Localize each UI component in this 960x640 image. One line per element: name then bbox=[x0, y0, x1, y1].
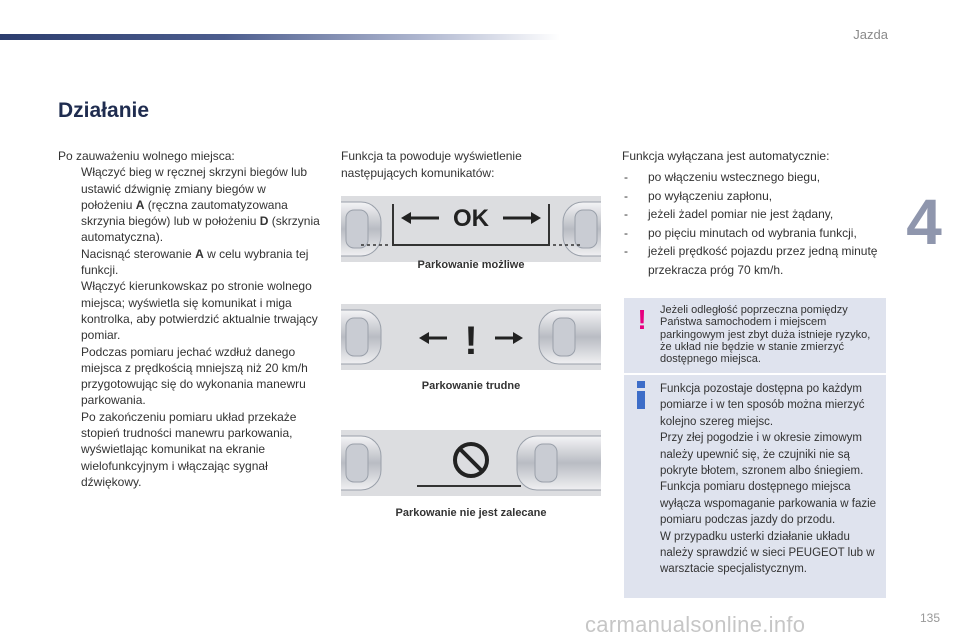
car-right bbox=[517, 436, 601, 490]
step-item: Podczas pomiaru jechać wzdłuż danego miejsca z prędkością mniejszą niż 20 km/h przygotowując się do wykonania manewru parkowania. bbox=[81, 344, 308, 408]
watermark: carmanualsonline.info bbox=[585, 612, 806, 637]
info-paragraph: Przy złej pogodzie i w okresie zimowym należy upewnić się, że czujniki nie są pokryte błotem, szronem albo śniegiem. bbox=[660, 432, 864, 478]
page-number: 135 bbox=[919, 611, 940, 625]
difficult-display: ! bbox=[464, 319, 478, 363]
chapter-number: 4 bbox=[906, 186, 942, 258]
auto-off-item: - jeżeli prędkość pojazdu przez jedną minutę przekracza próg 70 km/h. bbox=[624, 244, 878, 277]
steps-intro: Po zauważeniu wolnego miejsca: bbox=[58, 149, 235, 163]
info-box bbox=[624, 375, 886, 598]
info-paragraph: Funkcja pozostaje dostępna po każdym pomiarze i w ten sposób można mierzyć kolejno szereg miejsc. bbox=[660, 383, 865, 428]
caption-parking-not-recommended: Parkowanie nie jest zalecane bbox=[395, 507, 547, 519]
page-title: Działanie bbox=[58, 99, 150, 122]
info-paragraph: W przypadku usterki działanie układu należy sprawdzić w sieci PEUGEOT lub w warsztacie specjalistycznym. bbox=[660, 530, 875, 576]
car-right bbox=[563, 202, 601, 256]
step-item: Nacisnąć sterowanie A w celu wybrania tej funkcji. bbox=[81, 246, 309, 278]
parking-not-recommended-image bbox=[341, 430, 601, 496]
arrow-right-icon bbox=[495, 332, 523, 344]
info-paragraph: Funkcja pomiaru dostępnego miejsca wyłącza wspomaganie parkowania w fazie pomiaru podczas jazdy do przodu. bbox=[660, 481, 877, 527]
steps-list bbox=[58, 164, 320, 490]
header-bar bbox=[0, 34, 560, 40]
caption-parking-possible: Parkowanie możliwe bbox=[417, 259, 525, 271]
parking-difficult-image bbox=[341, 304, 601, 370]
arrow-left-icon bbox=[419, 332, 447, 344]
step-item: Włączyć bieg w ręcznej skrzyni biegów lub ustawić dźwignię zmiany biegów w położeniu A (ręczna zautomatyzowana skrzynia biegów) lub w położeniu D (skrzynia automatyczna). bbox=[81, 165, 320, 245]
auto-off-list-container bbox=[622, 168, 890, 279]
car-left bbox=[341, 436, 381, 490]
auto-off-list bbox=[622, 168, 890, 279]
auto-off-intro: Funkcja wyłączana jest automatycznie: bbox=[622, 149, 830, 163]
parking-possible-image bbox=[341, 196, 601, 262]
auto-off-item: - po pięciu minutach od wybrania funkcji, bbox=[624, 225, 857, 240]
car-left bbox=[341, 202, 381, 256]
auto-off-item: - jeżeli żadel pomiar nie jest żądany, bbox=[624, 207, 834, 221]
step-item: Włączyć kierunkowskaz po stronie wolnego miejsca; wyświetla się komunikat i miga kontrolka, aby potwierdzić aktualnie trwający pomiar. bbox=[81, 279, 318, 343]
car-left bbox=[341, 310, 381, 364]
info-icon bbox=[634, 381, 648, 409]
steps-column bbox=[58, 148, 320, 490]
messages-intro: Funkcja ta powoduje wyświetlenie następujących komunikatów: bbox=[341, 149, 522, 180]
arrow-left-icon bbox=[401, 212, 439, 224]
warning-box bbox=[624, 298, 886, 373]
ok-display: OK bbox=[453, 205, 489, 232]
warning-text: Jeżeli odległość poprzeczna pomiędzy Państwa samochodem i miejscem parkingowym jest zbyt duża istnieje ryzyko, że układ nie będzie w stanie zmierzyć dostępnego miejsca. bbox=[660, 304, 871, 366]
auto-off-item: - po włączeniu wstecznego biegu, bbox=[624, 170, 821, 184]
info-text bbox=[660, 381, 884, 578]
caption-parking-difficult: Parkowanie trudne bbox=[421, 380, 521, 392]
arrow-right-icon bbox=[503, 212, 541, 224]
warning-icon: ! bbox=[637, 304, 647, 335]
auto-off-item: - po wyłączeniu zapłonu, bbox=[624, 188, 773, 203]
no-entry-icon bbox=[455, 444, 487, 476]
car-right bbox=[539, 310, 601, 364]
step-item: Po zakończeniu pomiaru układ przekaże stopień trudności manewru parkowania, wyświetlając komunikat na ekranie wielofunkcyjnym i włączając sygnał dźwiękowy. bbox=[81, 409, 297, 489]
section-label: Jazda bbox=[853, 27, 888, 42]
